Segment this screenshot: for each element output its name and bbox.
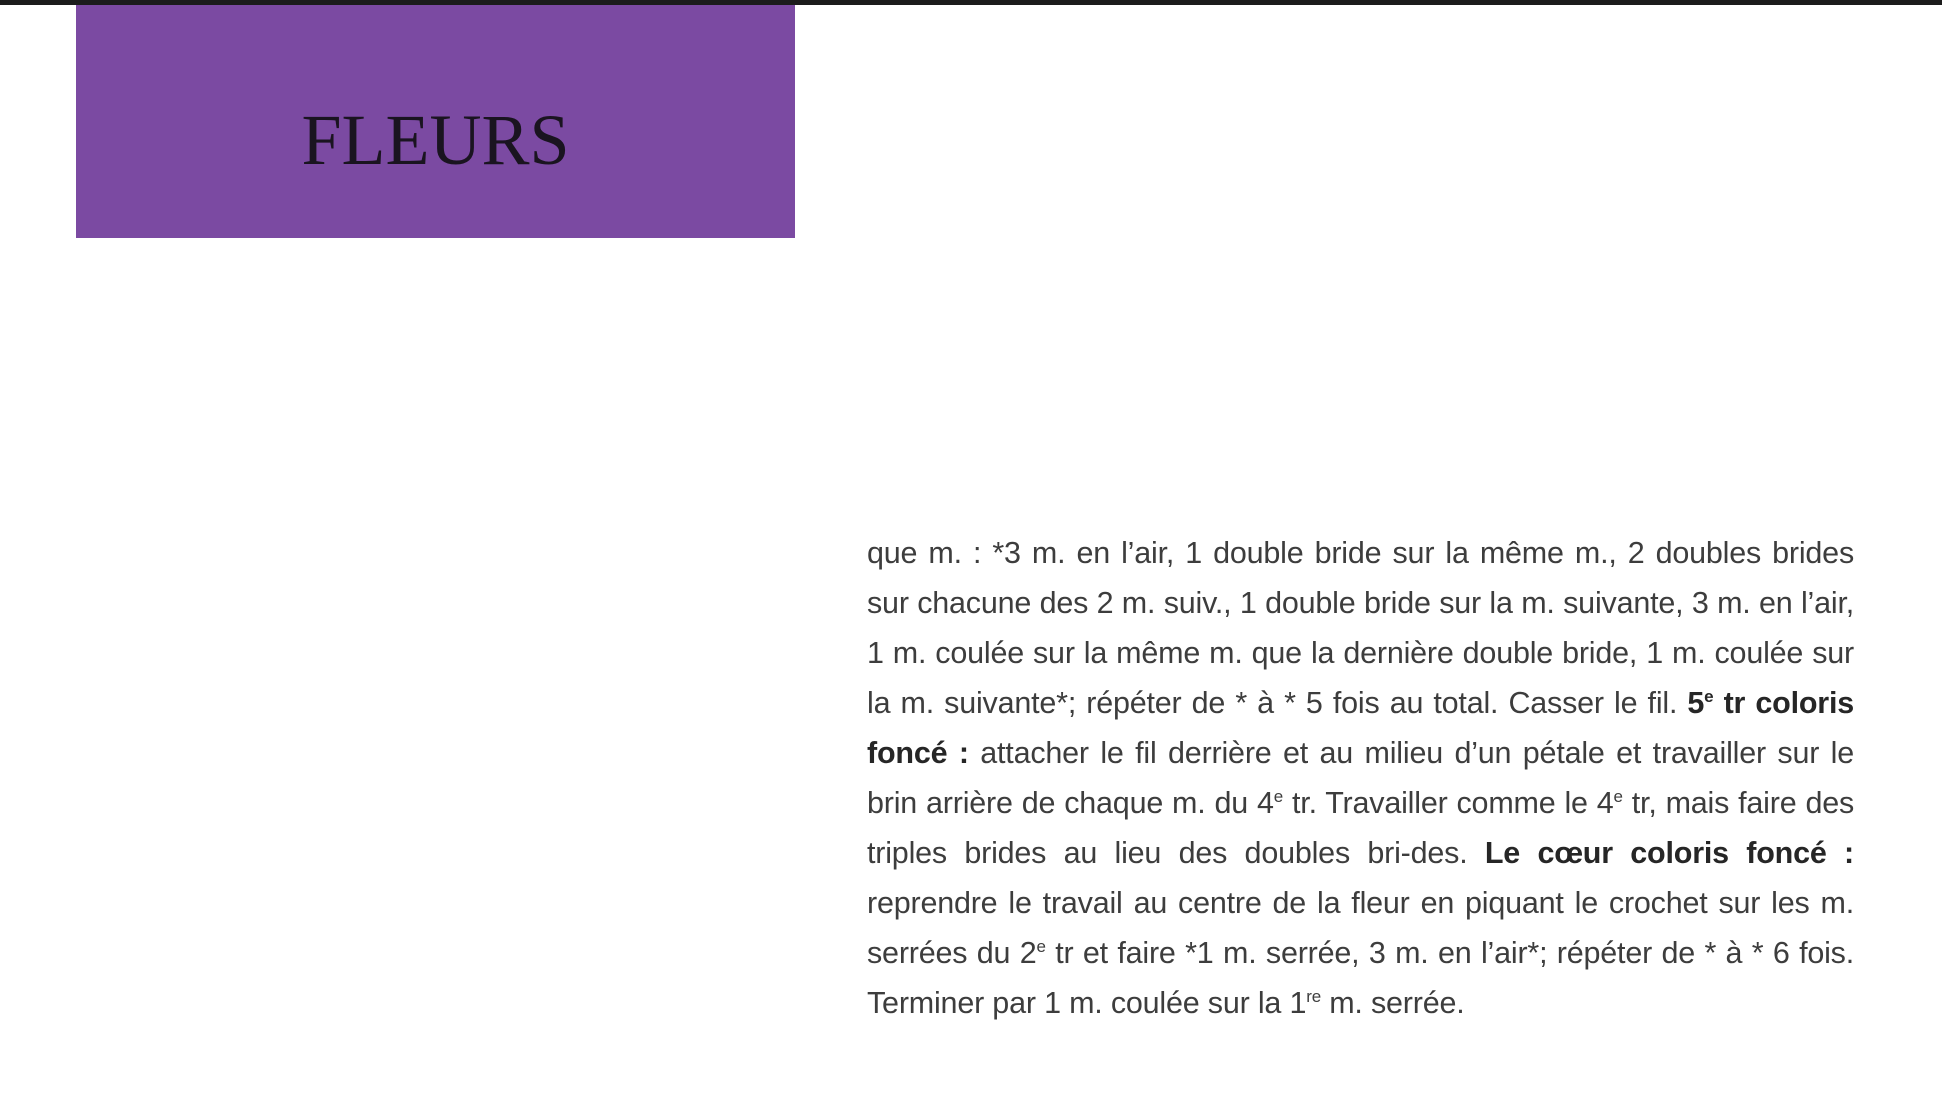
round-5-label: tr coloris foncé : bbox=[867, 686, 1854, 770]
superscript: re bbox=[1306, 986, 1321, 1006]
instructions-text: tr et faire *1 m. serrée, 3 m. en l’air*; répéter de * à * 6 fois. Terminer par 1 m. coulée sur la 1 bbox=[867, 936, 1855, 1020]
instructions-text: tr. Travailler comme le 4 bbox=[1283, 786, 1614, 820]
title-banner bbox=[76, 5, 795, 238]
superscript: e bbox=[1704, 686, 1714, 706]
instructions-text: que m. : *3 m. en l’air, 1 double bride sur la même m., 2 doubles brides sur chacune des 2 m. suiv., 1 double bride sur la m. suivante, 3 m. en l’air, 1 m. coulée sur la même m. que la dernière double bride, 1 m. coulée sur la m. suivante*; répéter de * à * 5 fois au total. Casser le fil. bbox=[867, 536, 1854, 720]
instructions-paragraph bbox=[867, 528, 1854, 1028]
superscript: e bbox=[1273, 786, 1284, 806]
page-title: FLEURS bbox=[301, 100, 570, 180]
superscript: e bbox=[1036, 936, 1046, 956]
superscript: e bbox=[1613, 786, 1623, 806]
round-5-number: 5 bbox=[1687, 686, 1705, 720]
instructions-text: reprendre le travail au centre de la fleur en piquant le crochet sur les m. serrées du 2 bbox=[867, 886, 1854, 970]
instructions-text: tr, mais faire des triples brides au lieu des doubles bri-des. bbox=[867, 786, 1855, 870]
heart-heading: Le cœur coloris foncé : bbox=[1484, 836, 1854, 870]
instructions-text: attacher le fil derrière et au milieu d’un pétale et travailler sur le brin arrière de chaque m. du 4 bbox=[867, 736, 1854, 820]
instructions-text: m. serrée. bbox=[1320, 986, 1465, 1020]
